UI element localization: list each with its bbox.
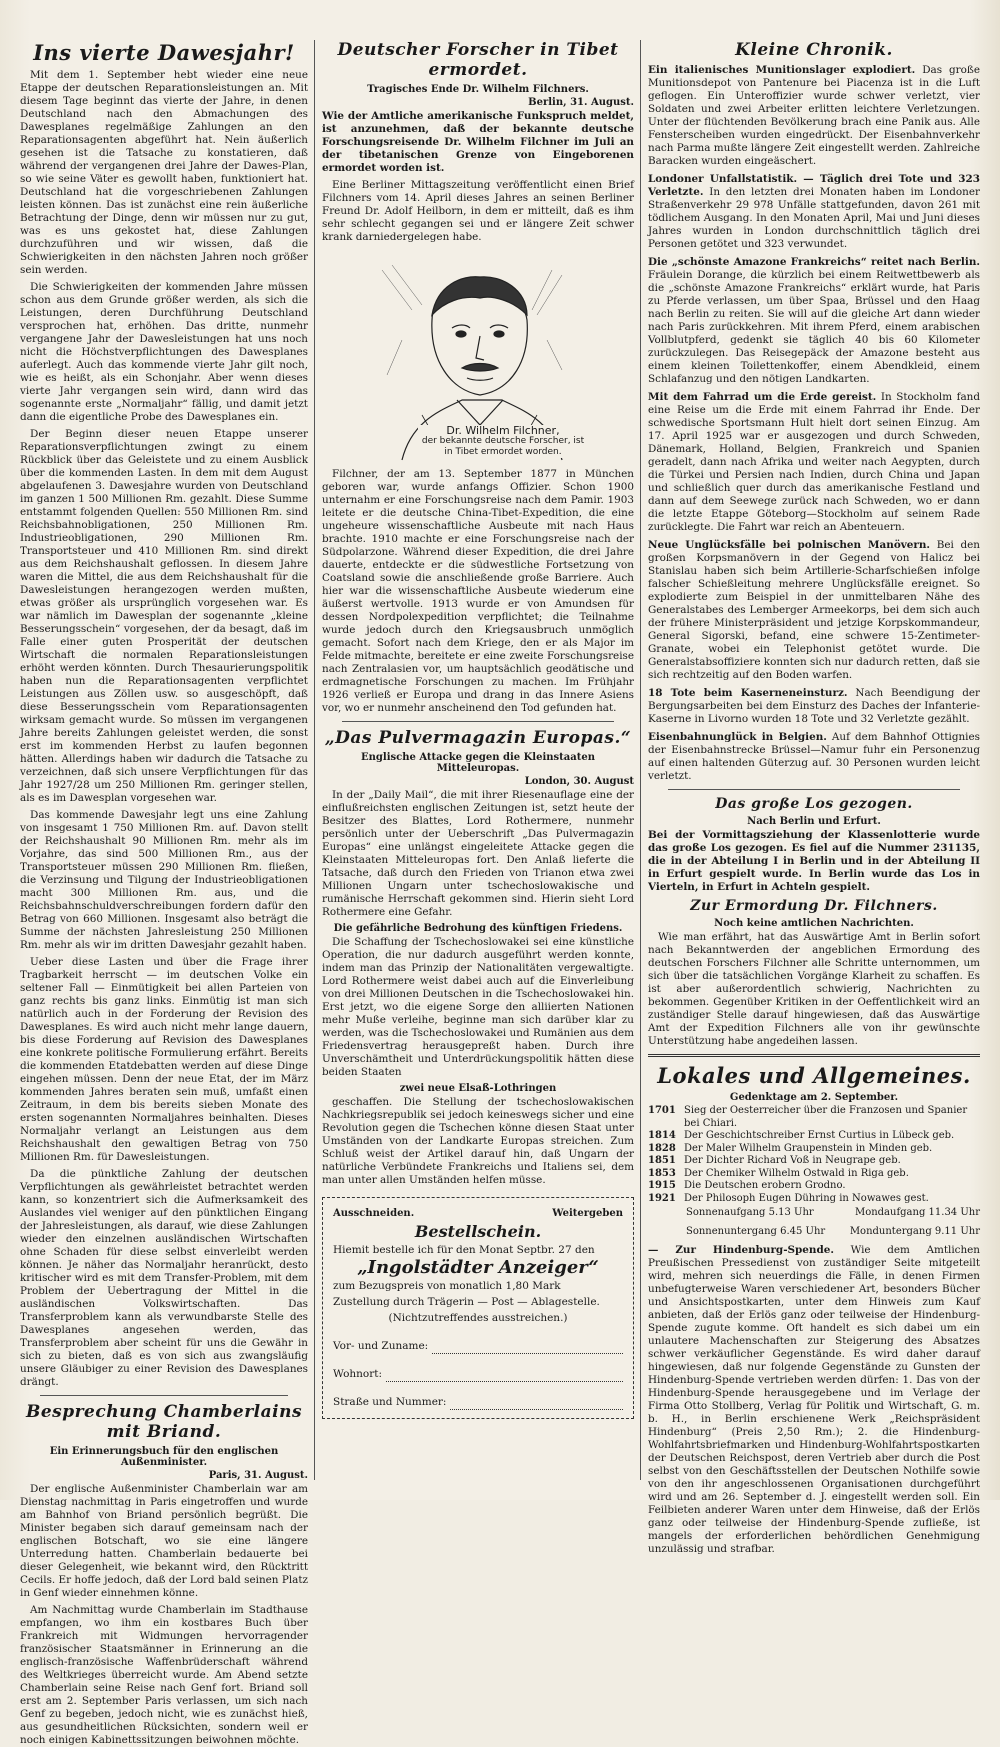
news-item	[648, 687, 980, 726]
order-line: zum Bezugspreis von monatlich 1,80 Mark	[333, 1280, 561, 1292]
dateline: Paris, 31. August.	[208, 1470, 308, 1481]
article-paragraph: Da die pünktliche Zahlung der deutschen Verpflichtungen als gewährleistet betrachtet werden kann, so konzentriert sich die Aufmerksamkeit des Auslandes viel weniger auf den pünktlichen Eingang der Jahresleistungen, als darauf, wie diese Zahlungen wieder den einzelnen ausländischen Wirtschaften ohne Schaden für diese selbst einverleibt werden können. Je näher das Normaljahr heranrückt, desto kritischer wird es mit dem Transfer-Problem, mit dem Problem der Uebertragung der Mittel in die ausländischen Volkswirtschaften. Das Transferproblem kann als verwundbarste Stelle des Dawesplanes angesehen werden, das Transferproblem aber scheint für uns die Gewähr in sich zu bieten, daß es von sich aus zwangsläufig unsere Gläubiger zu einer Revision des Dawesplanes drängt.	[20, 1168, 308, 1388]
article-subtitle: Ein Erinnerungsbuch für den englischen Außenminister.	[49, 1446, 279, 1468]
sunrise: Sonnenaufgang 5.13 Uhr	[686, 1207, 814, 1218]
sun-moon-times	[686, 1226, 980, 1239]
name-field[interactable]	[333, 1338, 623, 1354]
anniversary-year: 1921	[648, 1192, 676, 1204]
article-subtitle: Noch keine amtlichen Nachrichten.	[714, 918, 914, 929]
divider	[648, 1054, 980, 1057]
news-item-text: In Stockholm fand eine Reise um die Erde mit einem Fahrrad ihr Ende. Der schwedische Sportsmann Hult hielt dort seinen Einzug. Am 17. April 1925 war er ausgezogen und durch Schweden, Dänemark, Holland, Belgien, Frankreich und Spanien geradelt, dann nach Afrika und weiter nach Aegypten, durch die Türkei und Persien nach Indien, durch China und Japan und schließlich quer durch das amerikanische Festland und dann auf dem Seewege zurück nach Schweden, wo er dann die letzte Etappe Göteborg—Stockholm auf seinem Rade zurücklegte. Die Fahrt war reich an Abenteuern.	[648, 391, 981, 533]
anniversary-row	[648, 1130, 980, 1143]
news-item-head: Ein italienisches Munitionslager explodiert.	[648, 64, 916, 76]
section-title: Lokales und Allgemeines.	[657, 1063, 971, 1088]
anniversary-year: 1853	[648, 1167, 676, 1179]
news-item-text: Auf dem Bahnhof Ottignies der Eisenbahnstrecke Brüssel—Namur fuhr ein Personenzug auf einen haltenden Güterzug auf. 30 Personen wurden leicht verletzt.	[648, 731, 980, 782]
news-item-text: Bei den großen Korpsmanövern in der Gegend von Halicz bei Stanislau haben sich beim Artillerie-Scharfschießen infolge falscher Schießleitung mehrere Unglücksfälle ereignet. So explodierte zum Beispiel in der unmittelbaren Nähe des Generalstabes des Lemberger Armeekorps, bei dem sich auch der frühere Ministerpräsident und jetzige Korpskommandeur, General Sigorski, befand, eine schwere 15-Zentimeter-Granate, wobei ein Telephonist getötet wurde. Die Generalstabsoffiziere konnten sich nur dadurch retten, daß sie sich rechtzeitig auf den Boden warfen.	[648, 539, 981, 681]
article-paragraph: In der „Daily Mail“, die mit ihrer Riesenauflage eine der einflußreichsten englischen Zeitungen ist, setzt heute der Besitzer des Blattes, Lord Rothermere, nunmehr persönlich unter der Ueberschrift „Das Pulvermagazin Europas“ eine unlängst eingeleitete Attacke gegen die Kleinstaaten Mitteleuropas fort. Den Anlaß lieferte die Tatsache, daß durch den Frieden von Trianon etwa zwei Millionen Ungarn unter tschechoslowakische und rumänische Herrschaft gekommen sind. Hierin sieht Lord Rothermere eine Gefahr.	[322, 789, 634, 918]
town-field[interactable]	[333, 1366, 623, 1382]
order-line: Zustellung durch Trägerin — Post — Ablagestelle.	[333, 1296, 600, 1308]
pass-label: Weitergeben	[552, 1208, 623, 1219]
article-paragraph: geschaffen. Die Stellung der tschechoslowakischen Nachkriegsrepublik sei jedoch keineswegs sicher und eine Revolution gegen die Tschechen könne diesen Staat unter Umständen von der Landkarte Europas streichen. Zum Schluß weist der Artikel darauf hin, daß Ungarn der natürliche Verbündete Frankreichs und Italiens sei, dem man unter allen Umständen helfen müsse.	[322, 1096, 634, 1186]
news-item	[648, 539, 980, 682]
news-item-head: Mit dem Fahrrad um die Erde gereist.	[648, 391, 877, 403]
column-right	[648, 40, 981, 1555]
column-left	[20, 40, 308, 1746]
anniversary-text: Der Maler Wilhelm Graupenstein in Minden geb.	[684, 1142, 933, 1154]
article-paragraph: Wie man erfährt, hat das Auswärtige Amt in Berlin sofort nach Bekanntwerden der angeblichen Ermordung des deutschen Forschers Filchner alle Schritte unternommen, um sich über die tatsächlichen Vorgänge Klarheit zu schaffen. Es ist aber außerordentlich schwierig, Nachrichten zu bekommen. Gegenüber Kritiken in der Oeffentlichkeit wird an zuständiger Stelle darauf hingewiesen, daß das Auswärtige Amt der Expedition Filchners alle von ihr gewünschte Unterstützung habe angedeihen lassen.	[648, 931, 980, 1047]
anniversary-text: Der Geschichtschreiber Ernst Curtius in Lübeck geb.	[684, 1130, 955, 1141]
article-subtitle: Nach Berlin und Erfurt.	[747, 816, 881, 827]
article-subtitle: Englische Attacke gegen die Kleinstaaten Mitteleuropas.	[361, 752, 595, 774]
anniversary-year: 1701	[648, 1105, 676, 1116]
section-title: Kleine Chronik.	[735, 40, 893, 60]
article-lead: Wie der Amtliche amerikanische Funkspruch meldet, ist anzunehmen, daß der bekannte deutsche Forschungsreisende Dr. Wilhelm Filchner im Juli an der tibetanischen Grenze von Eingeborenen ermordet worden ist.	[322, 110, 634, 174]
article-subtitle: Tragisches Ende Dr. Wilhelm Filchners.	[367, 84, 589, 95]
cut-label: Ausschneiden.	[333, 1208, 415, 1219]
article-paragraph: Die Schaffung der Tschechoslowakei sei eine künstliche Operation, die nur dadurch ausgeführt werden konnte, indem man das Prinzip der Nationalitäten vergewaltigte. Lord Rothermere weist dabei auch auf die Einverleibung von drei Millionen Deutschen in die Tschechoslowakei hin. Erst jetzt, wo die eigene Sorge den alliierten Nationen mehr Muße verleihe, beginne man sich darüber klar zu werden, was die Tschechoslowakei und Rumänien aus dem Friedensvertrag herausgepreßt haben. Durch ihre Unverschämtheit und Unterdrückungspolitik hätten diese beiden Staaten	[322, 936, 634, 1078]
news-item-text: Wie dem Amtlichen Preußischen Pressedienst von zuständiger Seite mitgeteilt wird, mehren sich neuerdings die Fälle, in denen Firmen unbefugterweise Waren verschiedener Art, besonders Bücher und Ansichtspostkarten, unter dem Hinweis zum Kauf anbieten, daß der Erlös ganz oder teilweise der Hindenburg-Spende zugute komme. Oft handelt es sich dabei um ein unlautere Machenschaften zur Steigerung des Absatzes schwer verkäuflicher Gegenstände. Es wird daher darauf hingewiesen, daß nur folgende Gegenstände zu Gunsten der Hindenburg-Spende vertrieben werden dürfen: 1. Das von der Hindenburg-Spende herausgegebene und im Verlage der Firma Otto Stollberg, Verlag für Politik und Wirtschaft, G. m. b. H., in Berlin erschienene Werk „Reichspräsident Hindenburg“ (Preis 2,50 Rm.); 2. die Hindenburg-Wohlfahrtsbriefmarken und Hindenburg-Wohlfahrtspostkarten der Deutschen Reichspost, deren Vertrieb aber durch die Post selbst von den Geschäftsstellen der Deutschen Nothilfe sowie von den ihr angeschlossenen Organisationen durchgeführt wird und am 26. September d. J. eingestellt werden soll. Ein Feilbieten anderer Waren unter dem Hinweise, daß der Erlös ganz oder teilweise der Hindenburg-Spende zufließe, ist mangels der erforderlichen behördlichen Genehmigung unzulässig und strafbar.	[648, 1244, 981, 1555]
name-field-blank[interactable]	[432, 1341, 623, 1354]
news-item-head: 18 Tote beim Kaserneneinsturz.	[648, 687, 848, 699]
article-paragraph: Der Beginn dieser neuen Etappe unserer Reparationsverpflichtungen zwingt zu einem Rückblick über das Geleistete und zu einem Ausblick über die kommenden Lasten. In dem mit dem August abgelaufenen 3. Dawesjahre wurden von Deutschland im ganzen 1 500 Millionen Rm. gezahlt. Diese Summe entstammt folgenden Quellen: 550 Millionen Rm. sind Reichsbahnobligationen, 250 Millionen Rm. Industrieobligationen, 290 Millionen Rm. Transportsteuer und 410 Millionen Rm. sind direkt aus dem Reichshaushalt geflossen. In diesem Jahre waren die Mittel, die aus dem Reichshaushalt für die Dawesleistungen herangezogen werden mußten, etwas größer als ursprünglich vorgesehen war. Es war nämlich im Dawesplan der sogenannte „kleine Besserungsschein“ vorgesehen, der da besagt, daß im Falle einer guten Prosperität der deutschen Wirtschaft die normalen Reparationsleistungen erhöht werden könnten. Durch Thesaurierungspolitik haben nun die Reparationsagenten verpflichtet Leistungen aus Zöllen usw. so ausgeschöpft, daß diese Besserungsschein vom Reparationsagenten wirksam gemacht wurde. So müssen im vergangenen Jahre bereits Zahlungen geleistet werden, die sonst erst im kommenden Herbst zu laufen begonnen hätten. Allerdings haben wir dadurch die Tatsache zu verzeichnen, daß sich unsere Verpflichtungen für das Jahr 1927/28 um 250 Millionen Rm. geringer stellen, als es im Dawesplan vorgesehen war.	[20, 428, 308, 804]
article-title: Zur Ermordung Dr. Filchners.	[690, 898, 938, 914]
divider	[342, 721, 614, 722]
anniversary-row	[648, 1155, 980, 1168]
newspaper-name: „Ingolstädter Anzeiger“	[357, 1257, 599, 1278]
dateline: Berlin, 31. August.	[528, 97, 634, 108]
news-item-head: Londoner Unfallstatistik. — Täglich drei Tote und 323 Verletzte.	[648, 173, 980, 198]
anniversary-year: 1828	[648, 1142, 676, 1154]
column-middle	[322, 40, 634, 1480]
town-field-label: Wohnort:	[333, 1368, 383, 1380]
article-title: Besprechung Chamberlains mit Briand.	[25, 1402, 303, 1442]
article-paragraph: Das kommende Dawesjahr legt uns eine Zahlung von insgesamt 1 750 Millionen Rm. auf. Davon stellt der Reichshaushalt 90 Millionen Rm. mehr als im Vorjahre, das sind 500 Millionen Rm., aus der Transportsteuer müssen 290 Millionen Rm. fließen, die Verzinsung und Tilgung der Industrieobligationen macht 300 Millionen Rm. aus, und die Reichsbahnschuldverschreibungen fordern dafür den Betrag von 660 Millionen. Insgesamt also beträgt die Summe der nächsten Jahresleistung 250 Millionen Rm. mehr als wir im dritten Dawesjahr gezahlt haben.	[20, 809, 308, 951]
anniversary-row	[648, 1168, 980, 1181]
sun-moon-times	[686, 1207, 980, 1220]
anniversary-list	[648, 1105, 980, 1205]
article-paragraph: Filchner, der am 13. September 1877 in München geboren war, wurde anfangs Offizier. Schon 1900 unternahm er eine Forschungsreise nach dem Pamir. 1903 leitete er die deutsche China-Tibet-Expedition, die eine ungeheure wissenschaftliche Ausbeute mit nach Haus brachte. 1910 machte er eine Forschungsreise nach der Südpolarzone. Während dieser Expedition, die drei Jahre dauerte, entdeckte er die südwestliche Fortsetzung von Coatsland sowie die anschließende große Barriere. Auch hier war die wissenschaftliche Ausbeute wiederum eine äußerst wertvolle. 1913 wurde er von Amundsen für dessen Nordpolexpedition verpflichtet; die Teilnahme wurde jedoch durch den Kriegsausbruch unmöglich gemacht. Sofort nach dem Kriege, den er als Major im Felde mitmachte, bereitete er eine zweite Forschungsreise nach Zentralasien vor, um hauptsächlich geodätische und erdmagnetische Forschungen zu machen. Im Frühjahr 1926 verließ er Europa und drang in das Innere Asiens vor, wo er nunmehr anscheinend den Tod gefunden hat.	[322, 468, 634, 714]
article-paragraph: Eine Berliner Mittagszeitung veröffentlicht einen Brief Filchners vom 14. April dieses Jahres an seinen Berliner Freund Dr. Adolf Heilborn, in dem er mitteilt, daß es ihm sehr schlecht gegangen sei und er längere Zeit schwer krank darniedergelegen habe.	[322, 179, 634, 243]
news-item	[648, 256, 980, 386]
news-item-text: In den letzten drei Monaten haben im Londoner Straßenverkehr 29 978 Unfälle stattgefunden, davon 261 mit tödlichem Ausgang. In den Monaten April, Mai und Juni dieses Jahres wurden in London durchschnittlich täglich drei Personen getötet und 323 verwundet.	[648, 186, 980, 250]
moonset: Monduntergang 9.11 Uhr	[849, 1225, 980, 1237]
news-item	[648, 391, 980, 534]
article-title: Deutscher Forscher in Tibet ermordet.	[337, 40, 619, 80]
news-item-head: — Zur Hindenburg-Spende.	[648, 1244, 834, 1256]
anniversary-text: Der Philosoph Eugen Dühring in Nowawes gest.	[684, 1192, 929, 1204]
anniversary-text: Sieg der Oesterreicher über die Franzosen und Spanier bei Chiari.	[684, 1105, 968, 1129]
caption-name: Dr. Wilhelm Filchner,	[446, 424, 560, 437]
order-form	[322, 1197, 634, 1419]
article-subtitle: Gedenktage am 2. September.	[729, 1092, 899, 1103]
anniversary-year: 1915	[648, 1180, 676, 1191]
news-item	[648, 1244, 980, 1556]
anniversary-row	[648, 1105, 980, 1130]
anniversary-row	[648, 1193, 980, 1206]
anniversary-row	[648, 1180, 980, 1193]
article-paragraph: Ueber diese Lasten und über die Frage ihrer Tragbarkeit herrscht — im deutschen Volke ein seltener Fall — Einmütigkeit bei allen Parteien von ganz rechts bis ganz links. Einmütig ist man sich natürlich auch in der Forderung der Revision des Dawesplanes. Es wird auch nicht mehr lange dauern, bis diese Forderung auf Revision des Dawesplanes eine konkrete politische Formulierung erfährt. Bereits die kommenden Etatdebatten werden auf diese Dinge eingehen müssen. Denn der neue Etat, der im März kommenden Jahres beraten sein muß, umfaßt einen Zeitraum, in dem bis bereits sieben Monate des ersten sogenannten Normaljahres beinhalten. Dieses Normaljahr verlangt an Leistungen aus dem Reichshaushalt den gewaltigen Betrag von 750 Millionen Rm. für Dawesleistungen.	[20, 956, 308, 1163]
news-item-head: Die „schönste Amazone Frankreichs“ reitet nach Berlin.	[648, 256, 980, 268]
article-paragraph: Die Schwierigkeiten der kommenden Jahre müssen schon aus dem Grunde größer werden, als sich die Leistungen, deren Durchführung Deutschland versprochen hat, erhöhen. Das dritte, nunmehr vergangene Jahr der Dawesleistungen hat uns noch nicht die Höchstverpflichtungen des Dawesplanes auferlegt. Auch das kommende vierte Jahr gilt noch, wie es heißt, als ein Schonjahr. Aber wenn dieses vierte Jahr vergangen sein wird, dann wird das sogenannte erste „Normaljahr“ fällig, und damit jetzt dann die eigentliche Probe des Dawesplanes ein.	[20, 281, 308, 423]
anniversary-text: Die Deutschen erobern Grodno.	[684, 1180, 846, 1191]
article-paragraph: Am Nachmittag wurde Chamberlain im Stadthause empfangen, wo ihm ein kostbares Buch über Frankreich mit Widmungen hervorragender französischer Staatsmänner in Erinnerung an die englisch-französische Waffenbrüderschaft während des Weltkrieges überreicht wurde. Am Abend setzte Chamberlain seine Reise nach Genf fort. Briand soll erst am 2. September Paris verlassen, um sich nach Genf zu begeben, jedoch nicht, wie es zunächst hieß, aus gesundheitlichen Rücksichten, sondern weil er noch einigen Kabinettssitzungen beiwohnen möchte.	[20, 1604, 308, 1746]
anniversary-year: 1851	[648, 1155, 676, 1166]
street-field-label: Straße und Nummer:	[333, 1396, 447, 1408]
anniversary-year: 1814	[648, 1130, 676, 1141]
dateline: London, 30. August	[524, 776, 634, 787]
order-title: Bestellschein.	[414, 1222, 542, 1241]
moonrise: Mondaufgang 11.34 Uhr	[854, 1207, 980, 1218]
order-note: (Nichtzutreffendes ausstreichen.)	[388, 1312, 568, 1324]
article-title: Ins vierte Dawesjahr!	[33, 40, 295, 65]
column-rule	[640, 40, 641, 1480]
name-field-label: Vor- und Zuname:	[333, 1340, 429, 1352]
news-item	[648, 173, 980, 251]
anniversary-row	[648, 1143, 980, 1156]
article-paragraph: Der englische Außenminister Chamberlain war am Dienstag nachmittag in Paris eingetroffen und wurde am Bahnhof von Briand persönlich begrüßt. Die Minister begaben sich darauf gemeinsam nach der englischen Botschaft, wo sie eine längere Unterredung hatten. Chamberlain bedauerte bei dieser Gelegenheit, wie bekannt wird, den Rücktritt Cecils. Er hoffe jedoch, daß der Lord bald seinen Platz in Genf wieder einnehmen könne.	[20, 1483, 308, 1599]
article-title: „Das Pulvermagazin Europas.“	[324, 728, 632, 748]
divider	[668, 789, 960, 790]
portrait-caption	[418, 425, 588, 458]
article-subhead: zwei neue Elsaß-Lothringen	[399, 1083, 557, 1094]
town-field-blank[interactable]	[386, 1369, 623, 1382]
sunset: Sonnenuntergang 6.45 Uhr	[686, 1225, 826, 1237]
anniversary-text: Der Dichter Richard Voß in Neugrape geb.	[684, 1155, 901, 1166]
divider	[40, 1395, 288, 1396]
news-item-head: Eisenbahnunglück in Belgien.	[648, 731, 827, 743]
news-item	[648, 64, 980, 168]
street-field[interactable]	[333, 1394, 623, 1410]
anniversary-text: Der Chemiker Wilhelm Ostwald in Riga geb.	[684, 1167, 909, 1179]
news-item-text: Das große Munitionsdepot von Pantenure bei Piacenza ist in die Luft geflogen. Ein Unteroffizier wurde schwer verletzt, vier Soldaten und zwei Arbeiter erlitten leichtere Verletzungen. Unter der flüchtenden Bevölkerung brach eine Panik aus. Alle Fensterscheiben wurden eingedrückt. Der Eisenbahnverkehr nach Parma mußte längere Zeit eingestellt werden. Zahlreiche Baracken wurden eingeäschert.	[648, 64, 980, 167]
article-title: Das große Los gezogen.	[715, 796, 913, 812]
street-field-blank[interactable]	[450, 1397, 623, 1410]
portrait-illustration	[362, 250, 594, 460]
news-item-text: Fräulein Dorange, die kürzlich bei einem Reitwettbewerb als die „schönste Amazone Frankreichs“ erklärt wurde, hat Paris zu Pferde verlassen, um über Spaa, Brüssel und den Haag nach Berlin zu reiten. Sie will auf die gleiche Art dann wieder nach Paris zurückkehren. Mit ihrem Pferd, einem arabischen Vollblutpferd, gedenkt sie täglich 40 bis 60 Kilometer zurückzulegen. Das Reisegepäck der Amazone besteht aus einem kleinen Toilettenkoffer, einem Abendkleid, einem Schlafanzug und den nötigen Landkarten.	[648, 269, 980, 385]
article-paragraph: Bei der Vormittagsziehung der Klassenlotterie wurde das große Los gezogen. Es fiel auf die Nummer 231135, die in der Abteilung I in Berlin und in der Abteilung II in Erfurt gespielt wurde. In Berlin wurde das Los in Vierteln, in Erfurt in Achteln gespielt.	[648, 829, 980, 893]
news-item	[648, 731, 980, 783]
order-line: Hiemit bestelle ich für den Monat Septbr. 27 den	[333, 1244, 595, 1256]
caption-text: der bekannte deutsche Forscher, ist in Tibet ermordet worden.	[421, 436, 585, 457]
article-paragraph: Mit dem 1. September hebt wieder eine neue Etappe der deutschen Reparationsleistungen an. Mit diesem Tage beginnt das vierte der Jahre, in denen Deutschland nach den Abmachungen des Dawesplanes regelmäßige Zahlungen an den Reparationsagenten abgeführt hat. Nein äußerlich gesehen ist die Tatsache zu konstatieren, daß während der vergangenen drei Jahre der Dawes-Plan, so wie seine Väter es gewollt haben, funktioniert hat. Deutschland hat die vorgeschriebenen Zahlungen leisten können. Das ist zunächst eine rein äußerliche Betrachtung der Dinge, denn wir müssen nur zu gut, was es uns gekostet hat, diese Zahlungen durchzuführen und wir wissen, daß die Schwierigkeiten in den nächsten Jahren noch größer sein werden.	[20, 69, 308, 276]
news-item-head: Neue Unglücksfälle bei polnischen Manövern.	[648, 539, 931, 551]
column-rule	[314, 40, 315, 1480]
news-item-text: Nach Beendigung der Bergungsarbeiten bei dem Einsturz des Daches der Infanterie-Kaserne in Livorno wurden 18 Tote und 32 Verletzte gezählt.	[648, 687, 980, 725]
article-subhead: Die gefährliche Bedrohung des künftigen Friedens.	[333, 923, 623, 934]
